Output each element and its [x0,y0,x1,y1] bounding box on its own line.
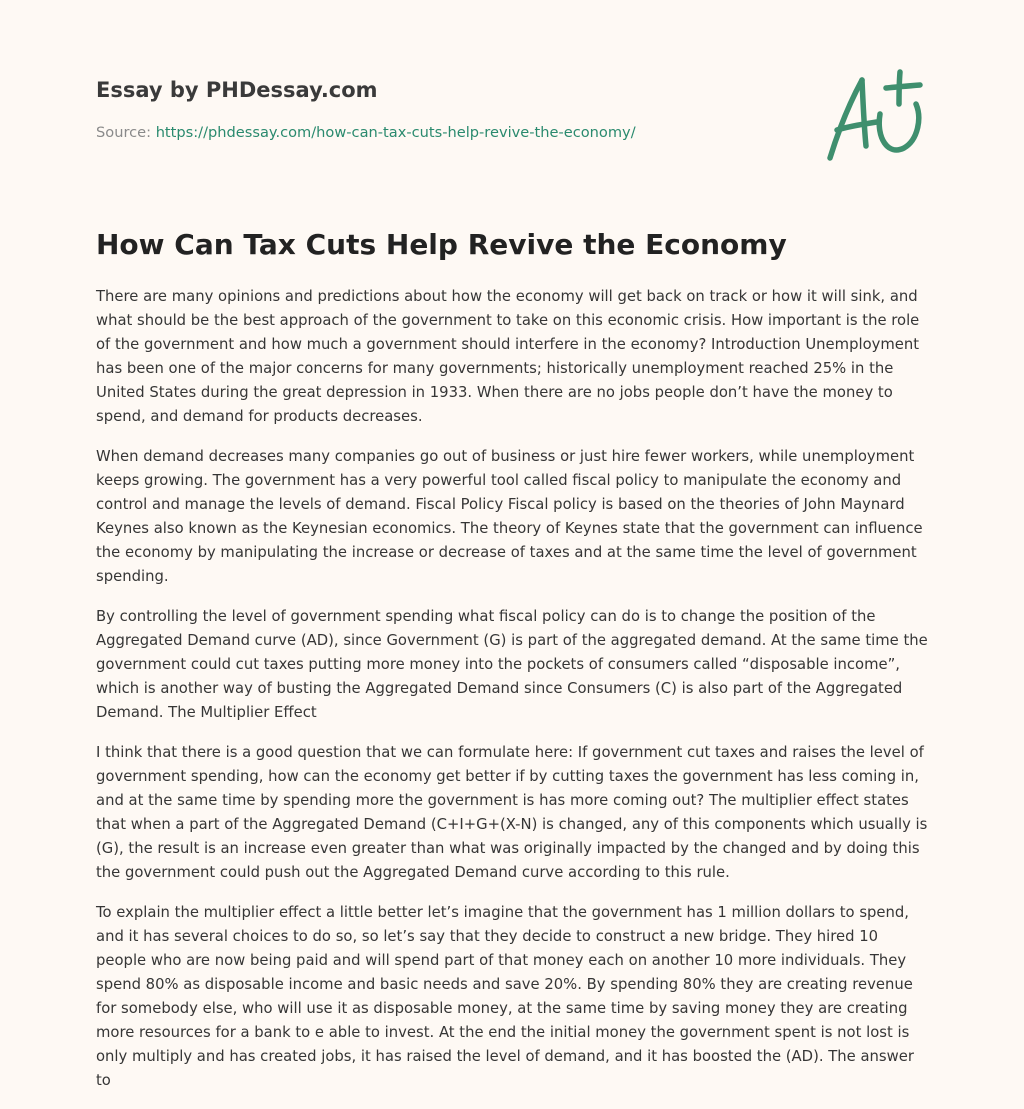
essay-paragraph: I think that there is a good question that we can formulate here: If government cut taxes and raises the level of government spending, how can the economy get better if by cutting taxes the government has less coming in, and at the same time by spending more the government is has more coming out? The multiplier effect states that when a part of the Aggregated Demand (C+I+G+(X-N) is changed, any of this components which usually is (G), the result is an increase even greater than what was originally impacted by the changed and by doing this the government could push out the Aggregated Demand curve according to this rule. [96,744,928,881]
source-link[interactable]: https://phdessay.com/how-can-tax-cuts-help-revive-the-economy/ [155,124,636,141]
source-label: Source: [96,124,152,141]
essay-paragraph: To explain the multiplier effect a little better let’s imagine that the government has 1 million dollars to spend, and it has several choices to do so, so let’s say that they decide to construct a new bridge. They hired 10 people who are now being paid and will spend part of that money each on another 10 more individuals. They spend 80% as disposable income and basic needs and save 20%. By spending 80% they are creating revenue for somebody else, who will use it as disposable money, at the same time by saving money they are creating more resources for a bank to e able to invest. At the end the initial money the government spent is not lost is only multiply and has created jobs, it has raised the level of demand, and it has boosted the (AD). The answer to [96,904,914,1089]
site-title: Essay by PHDessay.com [96,78,378,102]
essay-paragraph: There are many opinions and predictions about how the economy will get back on track or how it will sink, and what should be the best approach of the government to take on this economic crisis. How important is the role of the government and how much a government should interfere in the economy? Introduction Unemployment has been one of the major concerns for many governments; historically unemployment reached 25% in the United States during the great depression in 1933. When there are no jobs people don’t have the money to spend, and demand for products decreases. [96,288,920,425]
a-plus-logo [822,68,928,164]
essay-paragraph: When demand decreases many companies go out of business or just hire fewer workers, while unemployment keeps growing. The government has a very powerful tool called fiscal policy to manipulate the economy and control and manage the levels of demand. Fiscal Policy Fiscal policy is based on the theories of John Maynard Keynes also known as the Keynesian economics. The theory of Keynes state that the government can influence the economy by manipulating the increase or decrease of taxes and at the same time the level of government spending. [96,448,923,585]
essay-title: How Can Tax Cuts Help Revive the Economy [96,228,787,261]
essay-body [96,285,929,1109]
essay-header [96,76,796,143]
essay-paragraph: By controlling the level of government spending what fiscal policy can do is to change the position of the Aggregated Demand curve (AD), since Government (G) is part of the aggregated demand. At the same time the government could cut taxes putting more money into the pockets of consumers called “disposable income”, which is another way of busting the Aggregated Demand since Consumers (C) is also part of the Aggregated Demand. The Multiplier Effect [96,608,928,721]
source-line [96,123,796,143]
